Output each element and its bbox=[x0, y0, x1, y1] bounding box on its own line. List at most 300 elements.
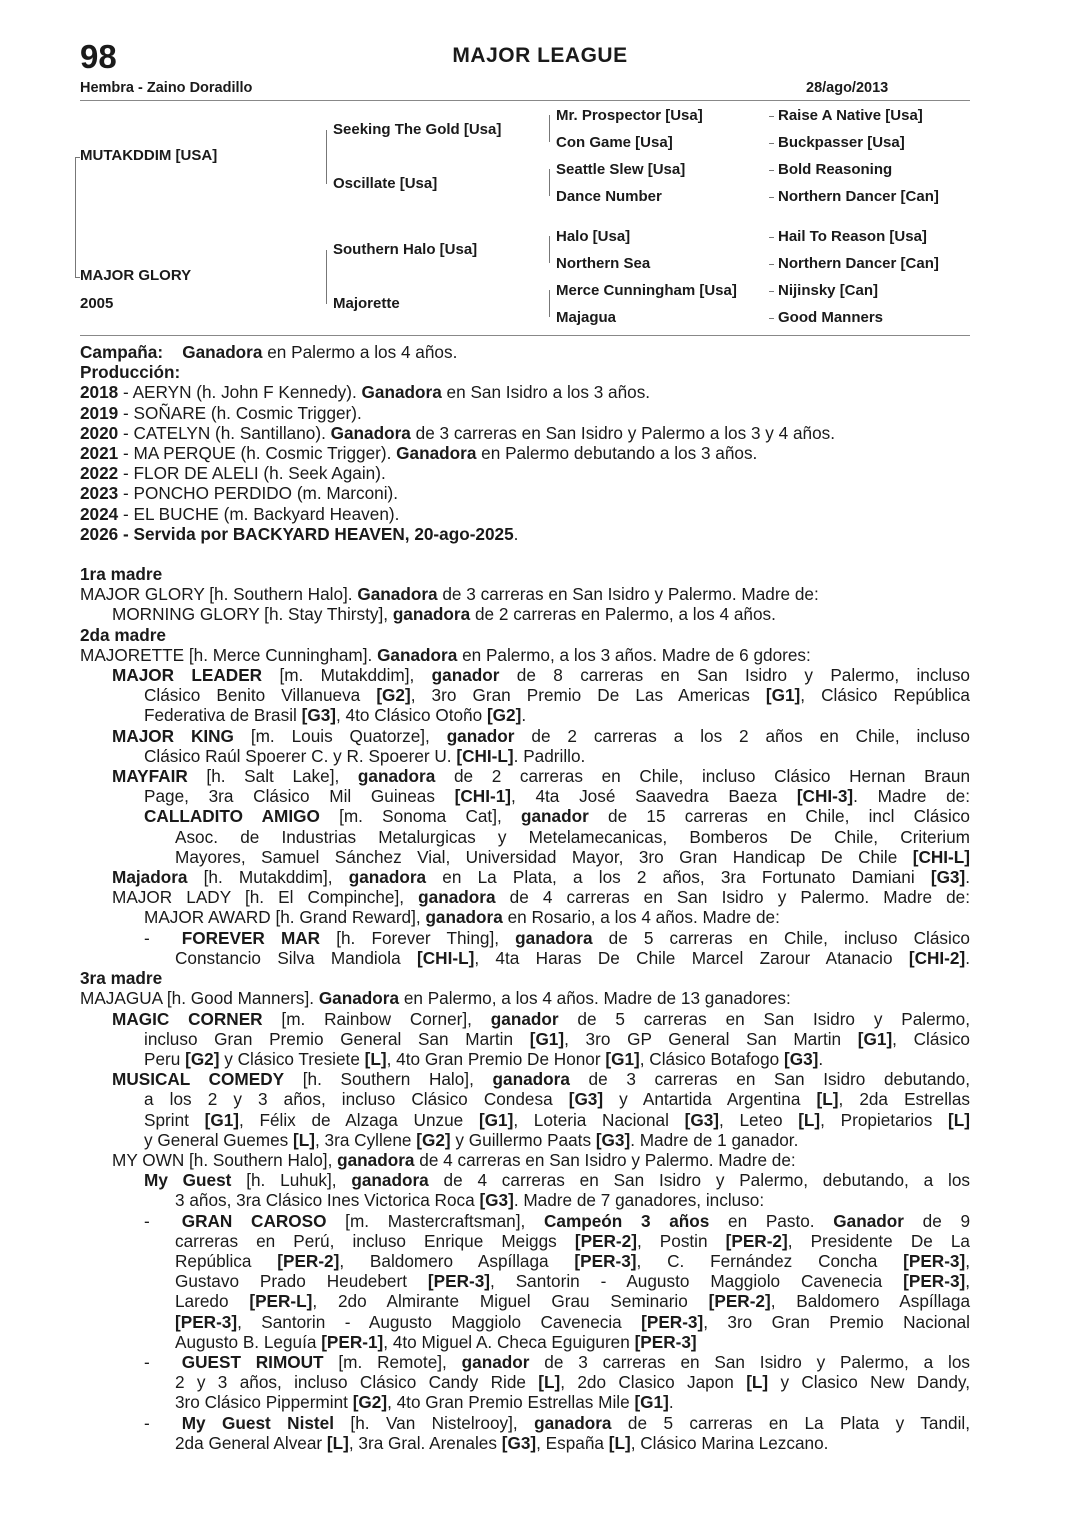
t: [G2] bbox=[376, 685, 411, 706]
t: [h. Mutakddim], bbox=[187, 867, 349, 888]
t: , Presidente De La bbox=[787, 1230, 970, 1251]
dash bbox=[769, 143, 774, 144]
g3-6: Northern Sea bbox=[556, 255, 651, 272]
t: en Palermo, a los 3 años. Madre de 6 gdores: bbox=[457, 644, 811, 665]
t: ganadora bbox=[534, 1412, 612, 1433]
t: [G1] bbox=[605, 1048, 640, 1069]
g3-1: Mr. Prospector [Usa] bbox=[556, 107, 703, 124]
dash bbox=[769, 197, 774, 198]
t: ganadora bbox=[392, 604, 471, 625]
t: Majadora bbox=[112, 867, 188, 888]
t: Page, 3ra Clásico Mil Guineas bbox=[144, 786, 455, 807]
t: ganadora bbox=[348, 867, 427, 888]
t: MAJORETTE [h. Merce Cunningham]. bbox=[80, 644, 378, 665]
t: [PER-3] bbox=[641, 1311, 704, 1332]
line bbox=[80, 1332, 970, 1352]
bracket-gen1 bbox=[75, 157, 76, 277]
t: , Clásico bbox=[892, 1028, 970, 1049]
t: [L] bbox=[746, 1372, 769, 1393]
prod-text: - MA PERQUE (h. Cosmic Trigger). bbox=[118, 443, 397, 464]
line bbox=[80, 645, 970, 665]
line bbox=[80, 1150, 970, 1170]
t: [L] bbox=[293, 1129, 315, 1150]
line bbox=[80, 1089, 970, 1109]
t: ganador bbox=[446, 725, 515, 746]
g4-2: Buckpasser [Usa] bbox=[778, 134, 905, 151]
t: de 5 carreras en Chile, incluso Clásico bbox=[592, 927, 970, 948]
line bbox=[80, 887, 970, 907]
t: - bbox=[144, 1412, 150, 1433]
line bbox=[80, 907, 970, 927]
t: , Clásico Marina Lezcano. bbox=[630, 1432, 829, 1453]
prod-year: 2018 bbox=[80, 382, 119, 403]
t: [G1] bbox=[204, 1109, 239, 1130]
t: y Guillermo Paats bbox=[450, 1129, 596, 1150]
dash bbox=[769, 170, 774, 171]
line bbox=[80, 827, 970, 847]
g2-dam-dam: Majorette bbox=[333, 295, 400, 312]
campaign-line bbox=[80, 342, 970, 362]
t: , 4to Miguel A. Checa Eguiguren bbox=[383, 1331, 635, 1352]
g4-6: Northern Dancer [Can] bbox=[778, 255, 939, 272]
t: Gustavo Prado Heudebert bbox=[175, 1271, 428, 1292]
t: , 3ra Cyllene bbox=[314, 1129, 417, 1150]
t: de 3 carreras en San Isidro debutando, bbox=[569, 1069, 970, 1090]
t: Constancio Silva Mandiola bbox=[175, 947, 418, 968]
bracket-gen2 bbox=[326, 130, 327, 184]
t: [PER-3] bbox=[903, 1250, 966, 1271]
t: Augusto B. Leguía bbox=[175, 1331, 322, 1352]
prod-rest: en Palermo debutando a los 3 años. bbox=[476, 443, 758, 464]
t: [m. Mutakddim], bbox=[262, 665, 432, 686]
sex-color: Hembra - Zaino Doradillo bbox=[80, 80, 253, 96]
prod-year: 2024 bbox=[80, 503, 119, 524]
prod-win: Ganadora bbox=[330, 422, 411, 443]
g4-1: Raise A Native [Usa] bbox=[778, 107, 923, 124]
t: de 3 carreras en San Isidro y Palermo. Madre de: bbox=[437, 584, 819, 605]
t: [PER-2] bbox=[725, 1230, 788, 1251]
t: , 2do Almirante Miguel Grau Seminario bbox=[312, 1291, 709, 1312]
t: República bbox=[175, 1250, 278, 1271]
dash bbox=[769, 318, 774, 319]
t: MAYFAIR bbox=[112, 766, 188, 787]
t: [G2] bbox=[486, 705, 522, 726]
t: ganadora bbox=[351, 1170, 429, 1191]
line bbox=[80, 604, 970, 624]
production-item bbox=[80, 483, 970, 503]
t: y Clásico Tresiete bbox=[219, 1048, 365, 1069]
campaign-win: Ganadora bbox=[182, 342, 263, 362]
line bbox=[80, 665, 970, 685]
t: 3ro Clásico Pippermint bbox=[175, 1392, 353, 1413]
line bbox=[80, 726, 970, 746]
production-item bbox=[80, 443, 970, 463]
heading-3ra-madre: 3ra madre bbox=[80, 968, 163, 989]
t: [m. Rainbow Corner], bbox=[262, 1008, 491, 1029]
t: Federativa de Brasil bbox=[144, 705, 302, 726]
line bbox=[80, 806, 970, 826]
t: [G1] bbox=[478, 1109, 514, 1130]
serv-year: 2026 bbox=[80, 523, 119, 544]
g3-4: Dance Number bbox=[556, 188, 662, 205]
prod-year: 2022 bbox=[80, 463, 119, 484]
t: MAJOR LEADER bbox=[112, 665, 263, 686]
t: [PER-3] bbox=[574, 1250, 637, 1271]
production-item bbox=[80, 504, 970, 524]
t: [G3] bbox=[595, 1129, 631, 1150]
t: ganador bbox=[431, 665, 500, 686]
t: [h. Southern Halo], bbox=[284, 1069, 493, 1090]
t: , Santorin - Augusto Maggiolo Cavenecia bbox=[237, 1311, 642, 1332]
bracket-gen2 bbox=[326, 250, 327, 304]
t: , 2do Clasico Japon bbox=[560, 1372, 747, 1393]
t: Ganadora bbox=[357, 584, 438, 605]
t: [L] bbox=[538, 1372, 561, 1393]
line bbox=[80, 1433, 970, 1453]
t: Ganadora bbox=[318, 988, 400, 1009]
prod-text: - PONCHO PERDIDO (m. Marconi). bbox=[118, 483, 399, 504]
t: [m. Remote], bbox=[323, 1351, 462, 1372]
g3-7: Merce Cunningham [Usa] bbox=[556, 282, 737, 299]
t: [G1] bbox=[765, 685, 801, 706]
line bbox=[80, 1251, 970, 1271]
t: Ganador bbox=[833, 1210, 904, 1231]
t: , Loteria Nacional bbox=[513, 1109, 685, 1130]
t: , 3ra Gral. Arenales bbox=[348, 1432, 502, 1453]
t: [G3] bbox=[684, 1109, 720, 1130]
g4-4: Northern Dancer [Can] bbox=[778, 188, 939, 205]
t: . Madre de: bbox=[853, 786, 970, 807]
t: MY OWN [h. Southern Halo], bbox=[112, 1149, 338, 1170]
line bbox=[80, 988, 970, 1008]
sire: MUTAKDDIM [USA] bbox=[80, 147, 218, 164]
line bbox=[80, 847, 970, 867]
t: [CHI-3] bbox=[796, 786, 854, 807]
dash bbox=[769, 237, 774, 238]
t: Clásico Raúl Spoerer C. y R. Spoerer U. bbox=[144, 745, 457, 766]
t: ganadora bbox=[337, 1149, 415, 1170]
t: Clásico Benito Villanueva bbox=[144, 685, 377, 706]
t: 2da General Alvear bbox=[175, 1432, 327, 1453]
prod-year: 2021 bbox=[80, 443, 119, 464]
t: [L] bbox=[948, 1109, 970, 1130]
production-item bbox=[80, 463, 970, 483]
prod-year: 2023 bbox=[80, 483, 119, 504]
t: Peru bbox=[144, 1048, 186, 1069]
t: [PER-2] bbox=[708, 1291, 771, 1312]
t: , Félix de Alzaga Unzue bbox=[238, 1109, 479, 1130]
t: , bbox=[965, 1250, 970, 1271]
t: en Rosario, a los 4 años. Madre de: bbox=[502, 907, 780, 928]
t: [G1] bbox=[529, 1028, 565, 1049]
line bbox=[80, 948, 970, 968]
t: . bbox=[965, 947, 970, 968]
line bbox=[80, 1392, 970, 1412]
t: Asoc. de Industrias Metalurgicas y Metelamecanicas, Bomberos De Chile, Criterium bbox=[175, 826, 970, 847]
production-item bbox=[80, 403, 970, 423]
t: [G2] bbox=[352, 1392, 388, 1413]
t: MAJOR AWARD [h. Grand Reward], bbox=[144, 907, 426, 928]
t: [h. Forever Thing], bbox=[320, 927, 516, 948]
t: [h. Van Nistelrooy], bbox=[333, 1412, 535, 1433]
t: , 4ta José Saavedra Baeza bbox=[510, 786, 797, 807]
t: de 2 carreras en Chile, incluso Clásico Hernan Braun bbox=[435, 766, 971, 787]
line bbox=[80, 1413, 970, 1433]
t: [G3] bbox=[501, 1432, 537, 1453]
t: , Baldomero Aspíllaga bbox=[770, 1291, 971, 1312]
t: , 4to Gran Premio Estrellas Mile bbox=[387, 1392, 635, 1413]
t: [G2] bbox=[416, 1129, 451, 1150]
t: incluso Gran Premio General San Martin bbox=[144, 1028, 530, 1049]
t: , Clásico Botafogo bbox=[639, 1048, 785, 1069]
line bbox=[80, 1190, 970, 1210]
production-label: Producción: bbox=[80, 362, 181, 383]
t: , 2da Estrellas bbox=[838, 1089, 970, 1110]
t: Campeón 3 años bbox=[543, 1210, 710, 1231]
t: My Guest bbox=[144, 1170, 232, 1191]
g3-5: Halo [Usa] bbox=[556, 228, 631, 245]
t: ganador bbox=[490, 1008, 559, 1029]
t: de 5 carreras en La Plata y Tandil, bbox=[611, 1412, 970, 1433]
t: y Clasico New Dandy, bbox=[768, 1372, 970, 1393]
t: CALLADITO AMIGO bbox=[144, 806, 320, 827]
t: ganadora bbox=[425, 907, 503, 928]
t: . Padrillo. bbox=[513, 745, 586, 766]
t: ganadora bbox=[492, 1069, 570, 1090]
line bbox=[80, 584, 970, 604]
g3-3: Seattle Slew [Usa] bbox=[556, 161, 686, 178]
t: [CHI-L] bbox=[417, 947, 475, 968]
line bbox=[80, 685, 970, 705]
service-line bbox=[80, 524, 970, 544]
t: [G3] bbox=[784, 1048, 819, 1069]
t: a los 2 y 3 años, incluso Clásico Condesa bbox=[144, 1089, 569, 1110]
t: ganadora bbox=[357, 766, 436, 787]
t: de 5 carreras en San Isidro y Palermo, bbox=[558, 1008, 971, 1029]
horse-name: MAJOR LEAGUE bbox=[452, 44, 628, 67]
t: , Postin bbox=[636, 1230, 726, 1251]
t: . Madre de 7 ganadores, incluso: bbox=[513, 1190, 765, 1211]
bracket-gen3 bbox=[549, 236, 550, 263]
t: [CHI-1] bbox=[454, 786, 511, 807]
t: MORNING GLORY [h. Stay Thirsty], bbox=[112, 604, 393, 625]
line bbox=[80, 1291, 970, 1311]
t: FOREVER MAR bbox=[181, 927, 321, 948]
t: MAJOR LADY [h. El Compinche], bbox=[112, 887, 419, 908]
prod-text: - AERYN (h. John F Kennedy). bbox=[118, 382, 362, 403]
t: [G3] bbox=[479, 1190, 514, 1211]
t: , 3ro Gran Premio Nacional bbox=[703, 1311, 971, 1332]
campaign-text: en Palermo a los 4 años. bbox=[262, 342, 458, 362]
t: My Guest Nistel bbox=[181, 1412, 334, 1433]
t: ganador bbox=[461, 1351, 530, 1372]
line bbox=[80, 1312, 970, 1332]
prod-year: 2019 bbox=[80, 402, 119, 423]
g3-8: Majagua bbox=[556, 309, 617, 326]
bracket-gen3 bbox=[549, 290, 550, 317]
prod-text: - EL BUCHE (m. Backyard Heaven). bbox=[118, 503, 400, 524]
g2-dam-sire: Southern Halo [Usa] bbox=[333, 241, 478, 258]
t: MAJAGUA [h. Good Manners]. bbox=[80, 988, 319, 1009]
t: , 3ro Gran Premio De Las Americas bbox=[410, 685, 766, 706]
t: [PER-L] bbox=[249, 1291, 313, 1312]
body-text bbox=[80, 342, 970, 1453]
t: de 4 carreras en San Isidro y Palermo. Madre de: bbox=[414, 1149, 796, 1170]
line bbox=[80, 1110, 970, 1130]
t: MAJOR KING bbox=[112, 725, 234, 746]
dam: MAJOR GLORY bbox=[80, 267, 192, 284]
line bbox=[80, 1130, 970, 1150]
line bbox=[80, 1069, 970, 1089]
t: , 3ro GP General San Martin bbox=[564, 1028, 858, 1049]
t: [m. Sonoma Cat], bbox=[319, 806, 521, 827]
t: de 2 carreras a los 2 años en Chile, incluso bbox=[514, 725, 970, 746]
line bbox=[80, 1271, 970, 1291]
birth-date: 28/ago/2013 bbox=[806, 80, 889, 96]
t: [PER-3] bbox=[427, 1271, 490, 1292]
t: [PER-2] bbox=[277, 1250, 340, 1271]
t: Sprint bbox=[144, 1109, 205, 1130]
g2-sire-dam: Oscillate [Usa] bbox=[333, 175, 438, 192]
t: [G3] bbox=[930, 867, 966, 888]
campaign-label: Campaña: bbox=[80, 342, 164, 362]
t: [PER-3] bbox=[634, 1331, 697, 1352]
t: , Clásico República bbox=[800, 685, 970, 706]
lot-number: 98 bbox=[80, 38, 117, 75]
dash bbox=[769, 291, 774, 292]
t: de 8 carreras en San Isidro y Palermo, incluso bbox=[499, 665, 970, 686]
t: , Propietarios bbox=[820, 1109, 949, 1130]
line bbox=[80, 746, 970, 766]
t: de 3 carreras en San Isidro y Palermo, a los bbox=[529, 1351, 971, 1372]
t: 2 y 3 años, incluso Clásico Candy Ride bbox=[175, 1372, 539, 1393]
line bbox=[80, 867, 970, 887]
bracket-gen3 bbox=[549, 169, 550, 196]
t: , 4to Clásico Otoño bbox=[336, 705, 487, 726]
g4-5: Hail To Reason [Usa] bbox=[778, 228, 927, 245]
t: de 4 carreras en San Isidro y Palermo. Madre de: bbox=[495, 887, 971, 908]
t: . bbox=[965, 867, 970, 888]
line bbox=[80, 928, 970, 948]
line bbox=[80, 786, 970, 806]
t: Ganadora bbox=[377, 644, 458, 665]
t: en Pasto. bbox=[709, 1210, 834, 1231]
prod-rest: de 3 carreras en San Isidro y Palermo a los 3 y 4 años. bbox=[410, 422, 836, 443]
prod-win: Ganadora bbox=[396, 443, 477, 464]
spacer bbox=[80, 544, 970, 564]
t: [PER-2] bbox=[574, 1230, 637, 1251]
prod-rest: en San Isidro a los 3 años. bbox=[441, 382, 651, 403]
production-item bbox=[80, 382, 970, 402]
t: de 4 carreras en San Isidro y Palermo, debutando, a los bbox=[428, 1170, 970, 1191]
t: de 15 carreras en Chile, incl Clásico bbox=[588, 806, 970, 827]
t: Mayores, Samuel Sánchez Vial, Universidad Mayor, 3ro Gran Handicap De Chile bbox=[175, 846, 913, 867]
t: , 4to Gran Premio De Honor bbox=[386, 1048, 606, 1069]
t: [L] bbox=[798, 1109, 821, 1130]
serv-text: - Servida por BACKYARD HEAVEN, 20-ago-2025 bbox=[118, 523, 514, 544]
t: , bbox=[965, 1271, 971, 1292]
t: ganadora bbox=[418, 887, 496, 908]
prod-text: - SOÑARE (h. Cosmic Trigger). bbox=[118, 402, 362, 423]
g2-sire-sire: Seeking The Gold [Usa] bbox=[333, 121, 502, 138]
t: [PER-3] bbox=[175, 1311, 238, 1332]
t: carreras en Perú, incluso Enrique Meiggs bbox=[175, 1230, 575, 1251]
dash bbox=[769, 116, 774, 117]
t: [G2] bbox=[185, 1048, 220, 1069]
line bbox=[80, 1029, 970, 1049]
t: de 2 carreras en Palermo, a los 4 años. bbox=[470, 604, 776, 625]
t: ganadora bbox=[515, 927, 593, 948]
t: [h. Salt Lake], bbox=[187, 766, 358, 787]
pedigree-table bbox=[80, 100, 970, 336]
t: , C. Fernández Concha bbox=[636, 1250, 904, 1271]
dash bbox=[769, 264, 774, 265]
t: en La Plata, a los 2 años, 3ra Fortunato Damiani bbox=[426, 867, 931, 888]
t: , Leteo bbox=[719, 1109, 799, 1130]
prod-year: 2020 bbox=[80, 422, 119, 443]
prod-text: - FLOR DE ALELI (h. Seek Again). bbox=[118, 463, 386, 484]
t: , 4ta Haras De Chile Marcel Zarour Atanacio bbox=[474, 947, 909, 968]
line bbox=[80, 1211, 970, 1231]
t: [CHI-L] bbox=[456, 745, 514, 766]
g4-7: Nijinsky [Can] bbox=[778, 282, 879, 299]
t: - bbox=[144, 927, 150, 948]
t: . Madre de 1 ganador. bbox=[630, 1129, 799, 1150]
line bbox=[80, 1352, 970, 1372]
line bbox=[80, 1009, 970, 1029]
t: [G1] bbox=[634, 1392, 669, 1413]
t: [L] bbox=[816, 1089, 839, 1110]
prod-win: Ganadora bbox=[361, 382, 442, 403]
t: [G3] bbox=[568, 1089, 604, 1110]
t: GUEST RIMOUT bbox=[181, 1351, 324, 1372]
g4-3: Bold Reasoning bbox=[778, 161, 893, 178]
t: GRAN CAROSO bbox=[181, 1210, 327, 1231]
line bbox=[80, 705, 970, 725]
t: en Palermo, a los 4 años. Madre de 13 ganadores: bbox=[399, 988, 791, 1009]
dam-year: 2005 bbox=[80, 295, 114, 312]
t: [CHI-L] bbox=[912, 846, 970, 867]
t: de 9 bbox=[903, 1210, 970, 1231]
production-item bbox=[80, 423, 970, 443]
t: , Santorin - Augusto Maggiolo Cavenecia bbox=[490, 1271, 904, 1292]
t: MAGIC CORNER bbox=[112, 1008, 263, 1029]
heading-2da-madre: 2da madre bbox=[80, 624, 166, 645]
g4-8: Good Manners bbox=[778, 309, 884, 326]
t: MAJOR GLORY [h. Southern Halo]. bbox=[80, 584, 358, 605]
t: [m. Louis Quatorze], bbox=[233, 725, 447, 746]
t: [h. Luhuk], bbox=[231, 1170, 352, 1191]
t: [L] bbox=[326, 1432, 349, 1453]
g3-2: Con Game [Usa] bbox=[556, 134, 673, 151]
heading-1ra-madre: 1ra madre bbox=[80, 564, 163, 585]
t: , Baldomero Aspíllaga bbox=[339, 1250, 575, 1271]
t: [m. Mastercraftsman], bbox=[326, 1210, 544, 1231]
t: [G3] bbox=[301, 705, 336, 726]
serv-end: . bbox=[513, 523, 519, 544]
t: ganador bbox=[521, 806, 589, 827]
t: [PER-3] bbox=[903, 1271, 966, 1292]
t: . bbox=[668, 1392, 674, 1413]
t: y Antartida Argentina bbox=[603, 1089, 817, 1110]
t: MUSICAL COMEDY bbox=[112, 1069, 285, 1090]
bracket-gen3 bbox=[549, 115, 550, 142]
t: . bbox=[818, 1048, 824, 1069]
line bbox=[80, 1170, 970, 1190]
line bbox=[80, 1049, 970, 1069]
t: , España bbox=[536, 1432, 609, 1453]
prod-text: - CATELYN (h. Santillano). bbox=[118, 422, 331, 443]
